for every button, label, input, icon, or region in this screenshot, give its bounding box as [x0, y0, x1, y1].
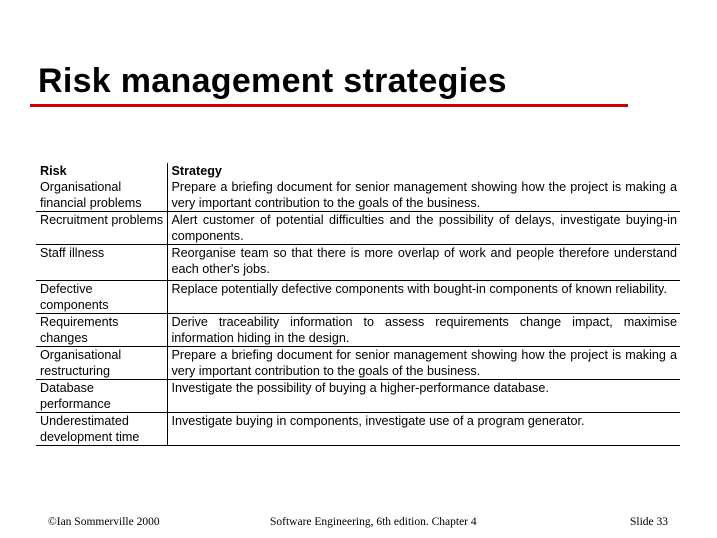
risk-cell: Staff illness — [36, 245, 167, 281]
strategy-cell: Prepare a briefing document for senior management showing how the project is making a very important contribution to the goals of the business. — [167, 179, 680, 212]
strategy-cell: Investigate buying in components, investigate use of a program generator. — [167, 413, 680, 446]
footer-slide-number: Slide 33 — [630, 516, 669, 528]
footer-book-title: Software Engineering, 6th edition. Chapter 4 — [270, 516, 477, 528]
strategy-cell: Replace potentially defective components with bought-in components of known reliability. — [167, 281, 680, 314]
footer-copyright: ©Ian Sommerville 2000 — [48, 516, 160, 528]
table-row — [36, 347, 680, 380]
strategy-cell: Prepare a briefing document for senior management showing how the project is making a very important contribution to the goals of the business. — [167, 347, 680, 380]
risk-cell: Requirements changes — [36, 314, 167, 347]
risk-cell: Database performance — [36, 380, 167, 413]
risk-strategy-table — [36, 163, 680, 446]
risk-cell: Organisational financial problems — [36, 179, 167, 212]
title-underline — [30, 104, 628, 107]
slide-title: Risk management strategies — [38, 62, 507, 100]
header-strategy: Strategy — [171, 164, 222, 178]
table-row — [36, 281, 680, 314]
strategy-cell: Alert customer of potential difficulties and the possibility of delays, investigate buying-in components. — [167, 212, 680, 245]
strategy-cell: Derive traceability information to assess requirements change impact, maximise information hiding in the design. — [167, 314, 680, 347]
table-row — [36, 212, 680, 245]
risk-cell: Underestimated development time — [36, 413, 167, 446]
table-row — [36, 413, 680, 446]
risk-cell: Defective components — [36, 281, 167, 314]
table-header-row — [36, 163, 680, 179]
table-row — [36, 314, 680, 347]
strategy-cell: Reorganise team so that there is more overlap of work and people therefore understand each other's jobs. — [167, 245, 680, 281]
risk-cell: Recruitment problems — [36, 212, 167, 245]
table-row — [36, 245, 680, 281]
table-row — [36, 179, 680, 212]
risk-cell: Organisational restructuring — [36, 347, 167, 380]
header-risk: Risk — [36, 163, 167, 179]
table-row — [36, 380, 680, 413]
strategy-cell: Investigate the possibility of buying a higher-performance database. — [167, 380, 680, 413]
